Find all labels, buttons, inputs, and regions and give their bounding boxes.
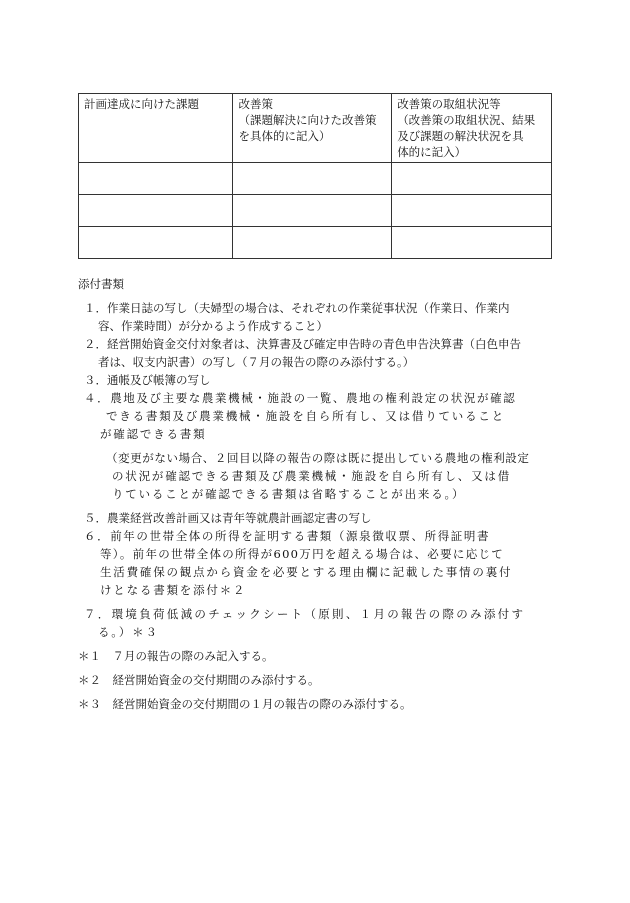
attachment-item-4-note-cont: の状況が確認できる書類及び農業機械・施設を自ら所有し、又は借: [112, 469, 511, 483]
header-status-line: 体的に記入）: [397, 145, 467, 159]
table-header-row: [79, 94, 552, 163]
attachment-item-2-cont: 者は、収支内訳書）の写し（７月の報告の際のみ添付する。）: [98, 355, 415, 369]
table-cell[interactable]: [233, 163, 392, 195]
table-row: [79, 227, 552, 259]
attachment-item-7: ７．環境負荷低減のチェックシート（原則、１月の報告の際のみ添付す: [84, 607, 526, 621]
table-cell[interactable]: [392, 227, 552, 259]
attachment-item-6-cont: 等）。前年の世帯全体の所得が600万円を超える場合は、必要に応じて: [100, 547, 505, 561]
attachment-item-6: ６．前年の世帯全体の所得を証明する書類（源泉徴収票、所得証明書: [84, 529, 491, 543]
header-measure-line: 改善策: [238, 97, 273, 111]
header-measure-line: （課題解決に向けた改善策: [238, 113, 377, 127]
header-measure: [233, 94, 392, 163]
attachment-item-6-cont: 生活費確保の観点から資金を必要とする理由欄に記載した事情の裏付: [100, 565, 513, 579]
attachment-item-4-note-cont: りていることが確認できる書類は省略することが出来る。）: [112, 487, 466, 501]
attachment-item-4-note: （変更がない場合、２回目以降の報告の際は既に提出している農地の権利設定: [106, 451, 530, 465]
table-row: [79, 195, 552, 227]
header-status: [392, 94, 552, 163]
table-cell[interactable]: [79, 163, 233, 195]
attachment-item-3: ３．通帳及び帳簿の写し: [84, 373, 211, 387]
header-issue: [79, 94, 233, 163]
plan-issues-table: [78, 93, 552, 259]
attachment-item-6-cont: けとなる書類を添付＊２: [100, 583, 247, 597]
attachment-item-4: ４．農地及び主要な農業機械・施設の一覧、農地の権利設定の状況が確認: [84, 391, 517, 405]
table-cell[interactable]: [233, 195, 392, 227]
attachment-item-1: １．作業日誌の写し（夫婦型の場合は、それぞれの作業従事状況（作業日、作業内: [84, 301, 510, 315]
attachments-heading: 添付書類: [78, 277, 124, 291]
table-cell[interactable]: [392, 195, 552, 227]
table-row: [79, 163, 552, 195]
header-status-line: 及び課題の解決状況を具: [397, 129, 524, 143]
header-status-line: 改善策の取組状況等: [397, 97, 501, 111]
header-status-line: （改善策の取組状況、結果: [397, 113, 536, 127]
header-issue-line: 計画達成に向けた課題: [84, 97, 199, 111]
attachment-item-4-cont: が確認できる書類: [100, 427, 207, 441]
attachment-item-4-cont: できる書類及び農業機械・施設を自ら所有し、又は借りていること: [106, 409, 505, 423]
table-cell[interactable]: [392, 163, 552, 195]
attachment-item-2: ２．経営開始資金交付対象者は、決算書及び確定申告時の青色申告決算書（白色申告: [84, 337, 521, 351]
attachment-item-5: ５．農業経営改善計画又は青年等就農計画認定書の写し: [84, 511, 372, 525]
header-measure-line: を具体的に記入）: [238, 129, 331, 143]
footnote-3: ＊３ 経営開始資金の交付期間の１月の報告の際のみ添付する。: [78, 697, 412, 711]
footnote-2: ＊２ 経営開始資金の交付期間のみ添付する。: [78, 673, 320, 687]
table-cell[interactable]: [233, 227, 392, 259]
attachment-item-1-cont: 容、作業時間）が分かるよう作成すること）: [98, 319, 328, 333]
attachment-item-7-cont: る。）＊３: [98, 625, 159, 639]
footnote-1: ＊１ ７月の報告の際のみ記入する。: [78, 649, 274, 663]
table-cell[interactable]: [79, 195, 233, 227]
table-cell[interactable]: [79, 227, 233, 259]
